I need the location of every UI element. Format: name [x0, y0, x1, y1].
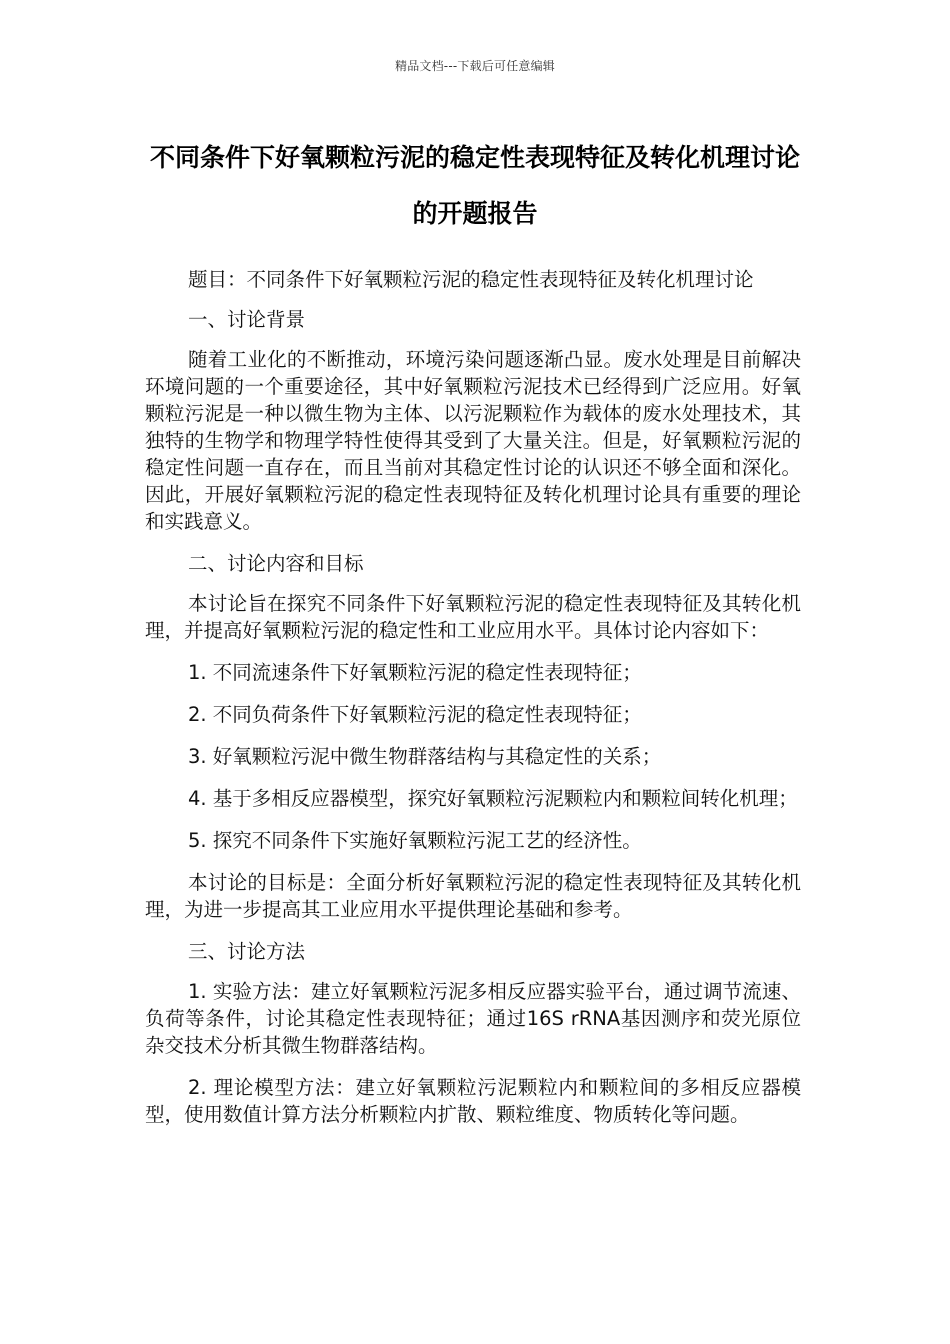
list-item: 5. 探究不同条件下实施好氧颗粒污泥工艺的经济性。 — [188, 829, 642, 852]
header-note: 精品文档---下载后可任意编辑 — [395, 59, 555, 73]
section-heading-background: 一、讨论背景 — [188, 308, 306, 331]
list-item: 1. 不同流速条件下好氧颗粒污泥的稳定性表现特征； — [188, 661, 642, 684]
section-heading-content-goals: 二、讨论内容和目标 — [188, 552, 364, 575]
list-item: 4. 基于多相反应器模型，探究好氧颗粒污泥颗粒内和颗粒间转化机理； — [188, 787, 798, 810]
topic-line: 题目：不同条件下好氧颗粒污泥的稳定性表现特征及转化机理讨论 — [188, 268, 754, 291]
list-item: 3. 好氧颗粒污泥中微生物群落结构与其稳定性的关系； — [188, 745, 662, 768]
list-item: 2. 不同负荷条件下好氧颗粒污泥的稳定性表现特征； — [188, 703, 642, 726]
background-paragraph: 随着工业化的不断推动，环境污染问题逐渐凸显。废水处理是目前解决环境问题的一个重要途径，其中好氧颗粒污泥技术已经得到广泛应用。好氧颗粒污泥是一种以微生物为主体、以污泥颗粒作为载体的废水处理技术，其独特的生物学和物理学特性使得其受到了大量关注。但是，好氧颗粒污泥的稳定性问题一直存在，而且当前对其稳定性讨论的认识还不够全面和深化。因此，开展好氧颗粒污泥的稳定性表现特征及转化机理讨论具有重要的理论和实践意义。 — [145, 348, 801, 533]
document-title: 不同条件下好氧颗粒污泥的稳定性表现特征及转化机理讨论的开题报告 — [149, 143, 800, 228]
section-heading-methods: 三、讨论方法 — [188, 940, 306, 963]
document-body — [145, 266, 801, 1143]
method-item: 2. 理论模型方法：建立好氧颗粒污泥颗粒内和颗粒间的多相反应器模型，使用数值计算方法分析颗粒内扩散、颗粒维度、物质转化等问题。 — [145, 1076, 801, 1126]
goal-paragraph: 本讨论的目标是：全面分析好氧颗粒污泥的稳定性表现特征及其转化机理，为进一步提高其工业应用水平提供理论基础和参考。 — [145, 871, 801, 921]
method-item: 1. 实验方法：建立好氧颗粒污泥多相反应器实验平台，通过调节流速、负荷等条件，讨论其稳定性表现特征；通过16S rRNA基因测序和荧光原位杂交技术分析其微生物群落结构。 — [145, 980, 801, 1057]
content-intro-paragraph: 本讨论旨在探究不同条件下好氧颗粒污泥的稳定性表现特征及其转化机理，并提高好氧颗粒污泥的稳定性和工业应用水平。具体讨论内容如下： — [145, 592, 801, 642]
